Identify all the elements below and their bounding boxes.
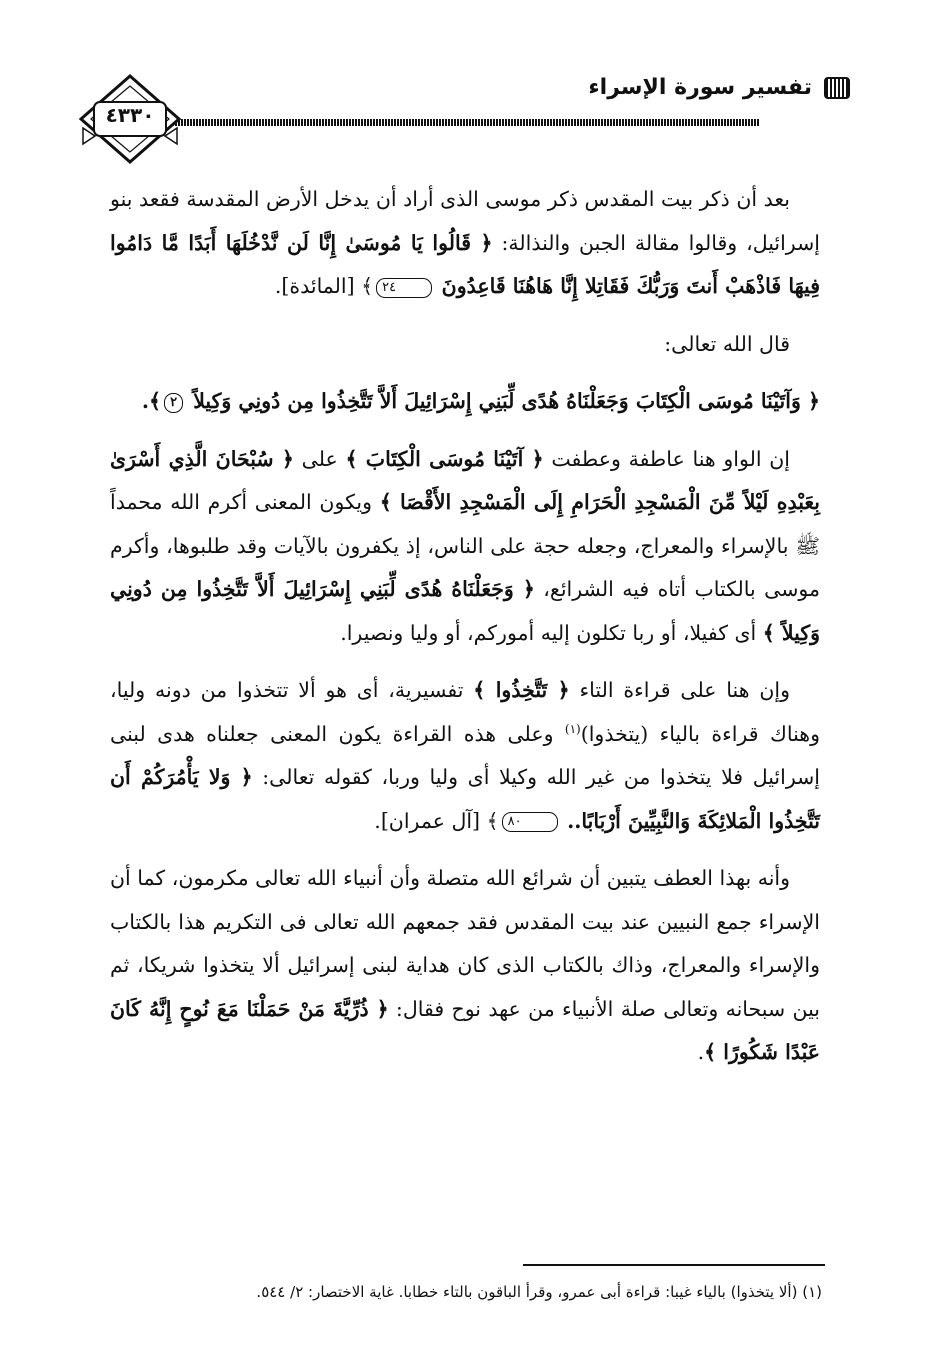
- text-span: على: [293, 446, 346, 471]
- text-span: وأنه بهذا العطف يتبين أن شرائع الله متصلة وأن أنبياء الله تعالى مكرمون، كما أن الإسراء جمع النبيين عند بيت المقدس فقد جمعهم الله تعالى فى التكريم هذا بالكتاب والإسراء والمعراج، وذاك بالكتاب الذى كان هداية لبنى إسرائيل ألا يتخذوا شريكا، ثم بين سبحانه وتعالى صلة الأنبياء من عهد نوح فقال:: [110, 866, 820, 1021]
- footnote-marker: (١): [564, 721, 581, 736]
- paragraph-4: [110, 438, 820, 656]
- ayah-number: ٨٠: [502, 812, 558, 832]
- text-span: ﴾ [آل عمران].: [374, 808, 499, 833]
- quran-verse: ﴿ آتَيْنَا مُوسَى الْكِتَابَ ﴾: [345, 446, 544, 471]
- quran-verse: ﴿ وَجَعَلْنَاهُ هُدًى لِّبَنِي إِسْرَائِيلَ أَلاَّ تَتَّخِذُوا مِن دُونِي وَكِيلاً ﴾: [110, 577, 820, 645]
- paragraph-6: [110, 857, 820, 1075]
- ornament-icon: [824, 77, 850, 99]
- paragraph-1: [110, 178, 820, 309]
- paragraph-5: [110, 669, 820, 843]
- quran-verse: ﴿ تَتَّخِذُوا ﴾: [473, 678, 570, 702]
- text-span: أى كفيلا، أو ربا تكلون إليه أموركم، أو وليا ونصيرا.: [340, 620, 763, 645]
- page-header: [0, 0, 930, 170]
- text-span: .: [697, 1040, 705, 1064]
- text-span: ويكون المعنى أكرم الله محمداً ﷺ بالإسراء والمعراج، وجعله حجة على الناس، إذ يكفرون بالآيات وقد طلبوها، وأكرم موسى بالكتاب أتاه فيه الشرائع،: [110, 490, 821, 601]
- quran-verse: ﴿ وَآتَيْنَا مُوسَى الْكِتَابَ وَجَعَلْنَاهُ هُدًى لِّبَنِي إِسْرَائِيلَ أَلاَّ تَتَّخِذُوا مِن دُونِي وَكِيلاً: [193, 389, 820, 413]
- paragraph-3-verse: [110, 380, 820, 424]
- quran-verse: ﴿ وَلا يَأْمُرَكُمْ أَن تَتَّخِذُوا الْمَلائِكَةَ وَالنَّبِيِّينَ أَرْبَابًا..: [110, 765, 820, 833]
- footnote-text: (١) (ألا يتخذوا) بالياء غيبا: قراءة أبى عمرو، وقرأ الباقون بالتاء خطابا. غاية الاختصار: ٢/ ٥٤٤.: [256, 1283, 822, 1301]
- ayah-number: ٢٤: [376, 278, 432, 298]
- text-span: تفسيرية، أى هو ألا تتخذوا من دونه وليا، وهناك قراءة بالياء (يتخذوا): [110, 678, 820, 746]
- text-span: ﴾.: [141, 389, 162, 413]
- text-span: إن الواو هنا عاطفة وعطفت: [543, 446, 791, 471]
- paragraph-2: قال الله تعالى:: [664, 331, 790, 356]
- running-head: [588, 75, 850, 100]
- page-number-badge: [75, 70, 185, 170]
- quran-verse: ﴿ ذُرِّيَّةَ مَنْ حَمَلْنَا مَعَ نُوحٍ إِنَّهُ كَانَ عَبْدًا شَكُورًا ﴾: [110, 996, 820, 1064]
- quran-verse: ﴿ سُبْحَانَ الَّذِي أَسْرَىٰ بِعَبْدِهِ لَيْلاً مِّنَ الْمَسْجِدِ الْحَرَامِ إِلَى الْمَسْجِدِ الأَقْصَا ﴾: [110, 446, 820, 514]
- ayah-number: ٢: [164, 393, 183, 413]
- text-span: وإن هنا على قراءة التاء: [569, 678, 791, 702]
- main-text: [110, 178, 820, 1075]
- page-number: ٤٣٣٠: [105, 103, 155, 127]
- footnote-separator: [523, 1264, 825, 1266]
- running-title: تفسير سورة الإسراء: [588, 75, 812, 100]
- text-span: ﴾ [المائدة].: [274, 274, 374, 298]
- text-span: بعد أن ذكر بيت المقدس ذكر موسى الذى أراد أن يدخل الأرض المقدسة فقعد بنو إسرائيل، وقالوا مقالة الجبن والنذالة:: [110, 187, 820, 255]
- header-rule: [88, 119, 760, 126]
- text-span: وعلى هذه القراءة يكون المعنى جعلناه هدى لبنى إسرائيل فلا يتخذوا من غير الله وكيلا أى وليا وربا، كقوله تعالى:: [110, 721, 820, 789]
- quran-verse: ﴿ قَالُوا يَا مُوسَىٰ إِنَّا لَن نَّدْخُلَهَا أَبَدًا مَّا دَامُوا فِيهَا فَاذْهَبْ أَنتَ وَرَبُّكَ فَقَاتِلا إِنَّا هَاهُنَا قَاعِدُونَ: [110, 230, 820, 298]
